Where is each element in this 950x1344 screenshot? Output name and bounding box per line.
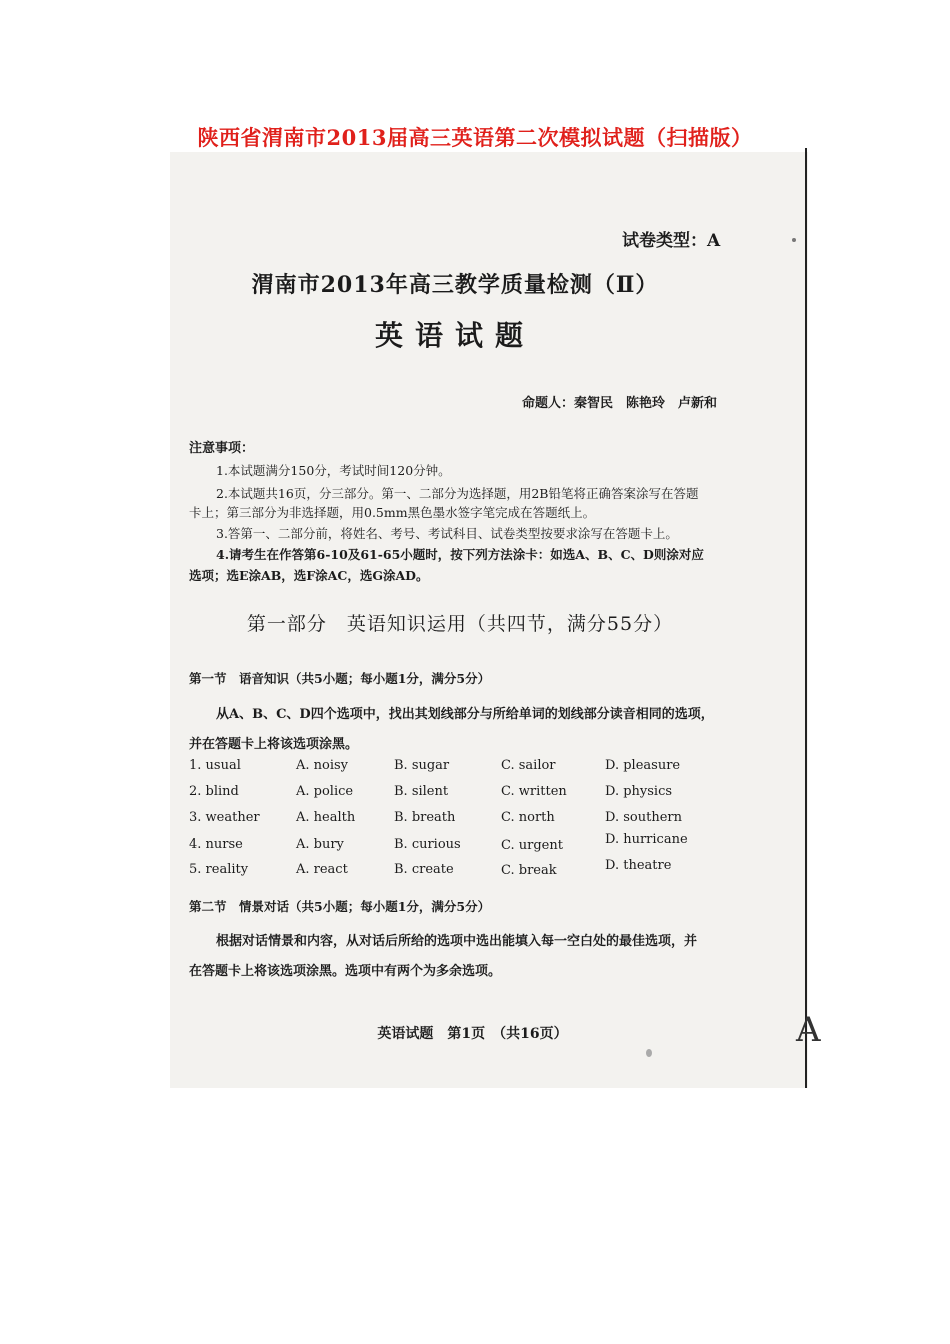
option-c: C. urgent — [501, 838, 563, 853]
option-b: B. breath — [394, 810, 456, 825]
section2-instruction: 根据对话情景和内容，从对话后所给的选项中选出能填入每一空白处的最佳选项，并 — [216, 934, 698, 949]
note-line: 3.答第一、二部分前，将姓名、考号、考试科目、试卷类型按要求涂写在答题卡上。 — [216, 526, 678, 541]
exam-title: 渭南市2013年高三教学质量检测（Ⅱ） — [251, 272, 659, 298]
authors: 命题人：秦智民 陈艳玲 卢新和 — [522, 396, 718, 411]
scan-speck — [646, 1049, 652, 1057]
question-word: 4. nurse — [189, 837, 243, 852]
option-b: B. sugar — [394, 758, 450, 773]
page-footer: 英语试题 第1页 （共16页） — [377, 1026, 568, 1042]
section1-instruction: 从A、B、C、D四个选项中，找出其划线部分与所给单词的划线部分读音相同的选项， — [216, 707, 714, 722]
question-word: 3. weather — [189, 810, 260, 825]
section1-heading: 第一节 语音知识（共5小题；每小题1分，满分5分） — [189, 671, 491, 686]
document-title: 陕西省渭南市2013届高三英语第二次模拟试题（扫描版） — [197, 125, 753, 150]
option-d: D. theatre — [605, 858, 672, 873]
paper-type: 试卷类型：A — [622, 231, 721, 251]
option-a: A. health — [296, 810, 356, 825]
option-c: C. break — [501, 863, 557, 878]
option-d: D. southern — [605, 810, 682, 825]
part1-heading: 第一部分 英语知识运用（共四节，满分55分） — [246, 613, 674, 635]
option-c: C. written — [501, 784, 567, 799]
option-a: A. react — [296, 862, 348, 877]
question-word: 5. reality — [189, 862, 249, 877]
option-a: A. bury — [296, 837, 344, 852]
option-d: D. physics — [605, 784, 673, 799]
option-d: D. pleasure — [605, 758, 681, 773]
option-b: B. curious — [394, 837, 461, 852]
note-line: 2.本试题共16页，分三部分。第一、二部分为选择题，用2B铅笔将正确答案涂写在答题 — [216, 486, 699, 501]
scan-speck — [792, 238, 796, 242]
scan-edge-mark: A — [796, 1010, 821, 1050]
note-line: 选项；选E涂AB，选F涂AC，选G涂AD。 — [189, 568, 429, 583]
option-b: B. create — [394, 862, 454, 877]
option-b: B. silent — [394, 784, 449, 799]
section1-instruction: 并在答题卡上将该选项涂黑。 — [189, 737, 359, 752]
notes-heading: 注意事项： — [189, 441, 255, 456]
question-word: 2. blind — [189, 784, 239, 799]
note-line: 卡上；第三部分为非选择题，用0.5mm黑色墨水签字笔完成在答题纸上。 — [189, 505, 596, 520]
subject-title: 英语试题 — [374, 319, 535, 352]
option-c: C. sailor — [501, 758, 556, 773]
section2-heading: 第二节 情景对话（共5小题；每小题1分，满分5分） — [189, 899, 491, 914]
note-line: 1.本试题满分150分，考试时间120分钟。 — [216, 463, 451, 478]
question-word: 1. usual — [189, 758, 241, 773]
option-a: A. police — [296, 784, 354, 799]
section2-instruction: 在答题卡上将该选项涂黑。选项中有两个为多余选项。 — [189, 964, 502, 979]
option-a: A. noisy — [296, 758, 349, 773]
note-line: 4.请考生在作答第6-10及61-65小题时，按下列方法涂卡：如选A、B、C、D则涂对应 — [216, 547, 704, 562]
option-c: C. north — [501, 810, 555, 825]
option-d: D. hurricane — [605, 832, 688, 847]
